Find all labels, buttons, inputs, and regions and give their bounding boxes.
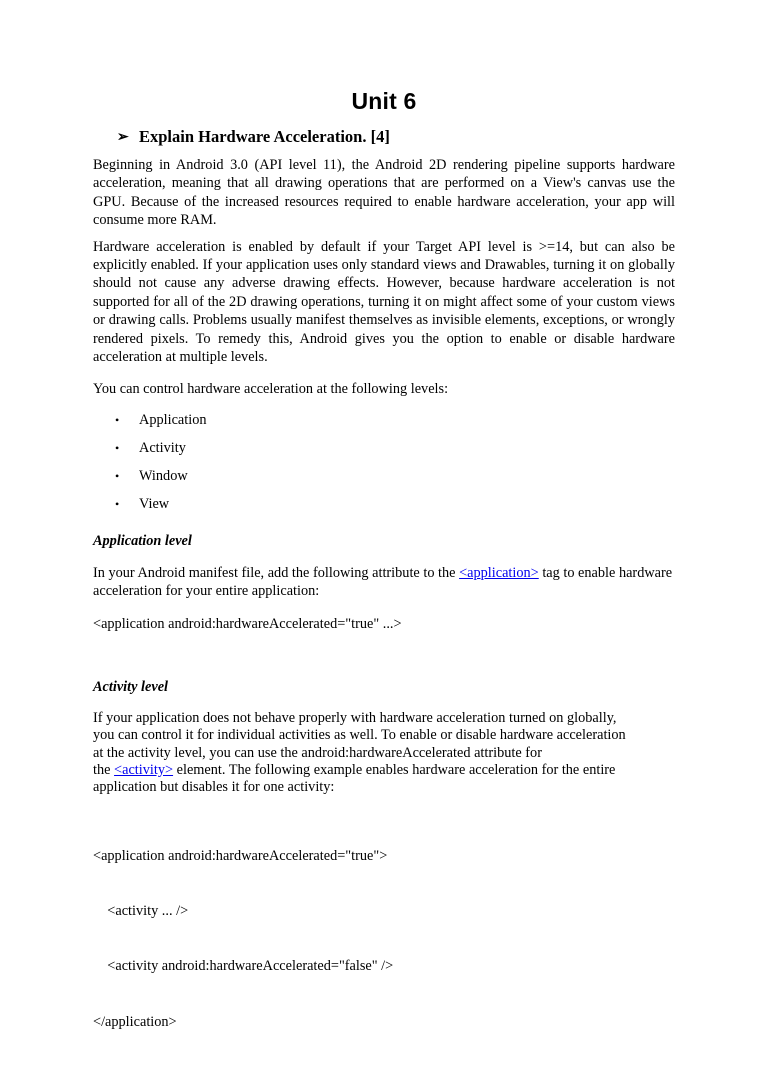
arrow-bullet-icon: ➢ (117, 129, 129, 145)
question-text: Explain Hardware Acceleration. [4] (139, 127, 390, 146)
activity-text-after: element. The following example enables hardware acceleration for the entire (173, 761, 616, 778)
list-item-label: Activity (139, 439, 186, 456)
activity-level-paragraph (93, 710, 675, 796)
application-level-paragraph (93, 564, 675, 601)
activity-level-heading: Activity level (93, 679, 169, 696)
bullet-icon: • (115, 468, 120, 483)
activity-code-snippet (93, 810, 675, 1068)
list-item (93, 411, 675, 439)
application-level-text-after: tag to enable hardware acceleration for your entire application: (93, 564, 673, 600)
list-item (93, 467, 675, 495)
list-item-label: Window (139, 467, 188, 484)
code-line: <activity ... /> (93, 903, 189, 920)
application-level-heading: Application level (93, 532, 192, 549)
list-item-label: Application (139, 411, 207, 428)
bullet-icon: • (115, 440, 120, 455)
activity-text-line (93, 762, 675, 779)
activity-text-line: If your application does not behave properly with hardware acceleration turned on globally, (93, 710, 617, 727)
code-line: <application android:hardwareAccelerated="true"> (93, 847, 388, 864)
application-code-snippet: <application android:hardwareAccelerated="true" ...> (93, 615, 402, 632)
list-item (93, 439, 675, 467)
code-line: </application> (93, 1013, 177, 1030)
code-line: <activity android:hardwareAccelerated="false" /> (93, 958, 394, 975)
document-page (93, 88, 675, 1068)
activity-tag-link[interactable]: <activity> (114, 761, 174, 778)
bullet-icon: • (115, 496, 120, 511)
application-tag-link[interactable]: <application> (459, 564, 539, 581)
activity-text-before: the (93, 761, 115, 778)
default-enabled-paragraph: Hardware acceleration is enabled by default if your Target API level is >=14, but can also be explicitly enabled. If your application uses only standard views and Drawables, turning it on globally should not cause any adverse drawing effects. However, because hardware acceleration is not supported for all of the 2D drawing operations, turning it on might affect some of your custom views or drawing calls. Problems usually manifest themselves as invisible elements, exceptions, or wrongly rendered pixels. To remedy this, Android gives you the option to enable or disable hardware acceleration at multiple levels. (93, 238, 675, 366)
question-heading (117, 127, 675, 147)
intro-paragraph: Beginning in Android 3.0 (API level 11), the Android 2D rendering pipeline supports hardware acceleration, meaning that all drawing operations that are performed on a View's canvas use the GPU. Because of the increased resources required to enable hardware acceleration, your app will consume more RAM. (93, 157, 675, 229)
bullet-icon: • (115, 412, 120, 427)
activity-text-line: application but disables it for one activity: (93, 778, 335, 795)
levels-list (93, 411, 675, 523)
page-title: Unit 6 (351, 88, 417, 114)
activity-text-line: at the activity level, you can use the android:hardwareAccelerated attribute for (93, 744, 542, 761)
list-item (93, 495, 675, 523)
levels-intro-paragraph: You can control hardware acceleration at the following levels: (93, 381, 449, 398)
activity-text-line: you can control it for individual activities as well. To enable or disable hardware acceleration (93, 727, 626, 744)
list-item-label: View (139, 495, 170, 512)
application-level-text-before: In your Android manifest file, add the following attribute to the (93, 564, 460, 581)
